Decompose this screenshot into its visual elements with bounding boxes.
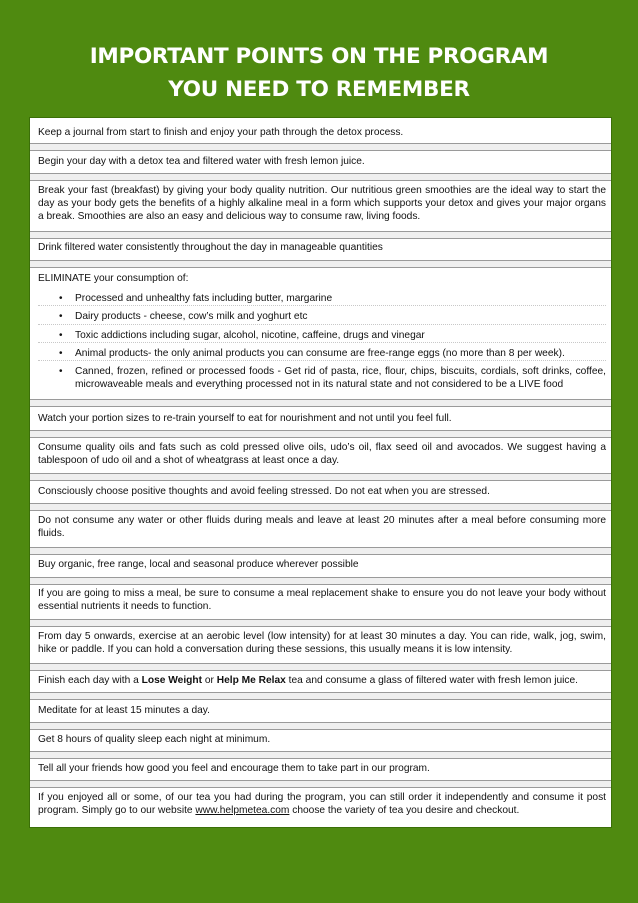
point-exercise: From day 5 onwards, exercise at an aerobic level (low intensity) for at least 30 minutes a day. You can ride, walk, jog, swim, hike or paddle. If you can hold a conversation during these sessions, this usually means it is low intensity. <box>38 631 606 656</box>
separator <box>30 430 611 438</box>
point-positive-thoughts: Consciously choose positive thoughts and avoid feeling stressed. Do not eat when you are stressed. <box>38 486 490 497</box>
separator <box>30 231 611 239</box>
separator <box>30 173 611 181</box>
point-organic: Buy organic, free range, local and seasonal produce wherever possible <box>38 559 359 570</box>
title-line-2: YOU NEED TO REMEMBER <box>168 77 470 102</box>
points-panel <box>29 117 612 828</box>
separator <box>30 751 611 759</box>
list-item: • Animal products- the only animal products you can consume are free-range eggs (no more than 8 per week). <box>38 347 606 361</box>
list-item: • Canned, frozen, refined or processed foods - Get rid of pasta, rice, flour, chips, biscuits, cordials, soft drinks, coffee, microwaveable meals and everything processed not in its natural state and not considered to be a LIVE food <box>38 365 606 391</box>
point-breakfast: Break your fast (breakfast) by giving your body quality nutrition. Our nutritious green smoothies are the ideal way to start the day as your body gets the benefits of a highly alkaline meal in a form which supports your detox and gives your major organs a break. Smoothies are also an easy and delicious way to consume raw, living foods. <box>38 185 606 223</box>
separator <box>30 722 611 730</box>
point-meal-replacement: If you are going to miss a meal, be sure to consume a meal replacement shake to ensure you do not leave your body without essential nutrients it needs to function. <box>38 588 606 613</box>
separator <box>30 663 611 671</box>
lose-weight-tea-label: Lose Weight <box>141 675 203 686</box>
separator <box>30 260 611 268</box>
finish-day-text-1: Finish each day with a <box>38 675 142 686</box>
point-order-tea <box>30 791 611 817</box>
title-line-1: IMPORTANT POINTS ON THE PROGRAM <box>89 44 549 69</box>
point-finish-day <box>30 674 611 687</box>
point-oils-fats: Consume quality oils and fats such as cold pressed olive oils, udo’s oil, flax seed oil and avocados. We suggest having a tablespoon of udo oil and a shot of wheatgrass at least once a day. <box>38 442 606 467</box>
list-item: • Dairy products - cheese, cow’s milk and yoghurt etc <box>38 310 606 324</box>
help-me-relax-tea-label: Help Me Relax <box>216 675 286 686</box>
separator <box>30 473 611 481</box>
separator <box>30 547 611 555</box>
point-tell-friends: Tell all your friends how good you feel and encourage them to take part in our program. <box>38 763 430 774</box>
point-portion-sizes: Watch your portion sizes to re-train yourself to eat for nourishment and not until you feel full. <box>38 413 452 424</box>
separator <box>30 577 611 585</box>
point-meditate: Meditate for at least 15 minutes a day. <box>38 705 210 716</box>
order-tea-text-2: choose the variety of tea you desire and checkout. <box>289 805 520 817</box>
eliminate-intro: ELIMINATE your consumption of: <box>38 273 189 284</box>
point-fluids: Do not consume any water or other fluids during meals and leave at least 20 minutes after a meal before consuming more fluids. <box>38 515 606 540</box>
point-detox-tea: Begin your day with a detox tea and filtered water with fresh lemon juice. <box>38 156 365 167</box>
point-sleep: Get 8 hours of quality sleep each night at minimum. <box>38 734 271 745</box>
eliminate-list <box>38 292 606 391</box>
separator <box>30 143 611 151</box>
point-eliminate <box>30 272 611 395</box>
finish-day-text-2: or <box>202 675 217 686</box>
separator <box>30 503 611 511</box>
list-item: • Toxic addictions including sugar, alcohol, nicotine, caffeine, drugs and vinegar <box>38 329 606 343</box>
separator <box>30 619 611 627</box>
separator <box>30 692 611 700</box>
list-item: • Processed and unhealthy fats including butter, margarine <box>38 292 606 306</box>
finish-day-text-3: tea and consume a glass of filtered water with fresh lemon juice. <box>285 675 579 686</box>
point-journal: Keep a journal from start to finish and enjoy your path through the detox process. <box>38 127 404 138</box>
separator <box>30 780 611 788</box>
order-tea-text-1: If you enjoyed all or some, of our tea you had during the program, you can still order it independently and consume it post program. Simply go to our website <box>38 792 606 817</box>
page-title <box>0 40 638 106</box>
website-link[interactable]: www.helpmetea.com <box>195 805 290 817</box>
point-filtered-water: Drink filtered water consistently throughout the day in manageable quantities <box>38 242 383 253</box>
separator <box>30 399 611 407</box>
